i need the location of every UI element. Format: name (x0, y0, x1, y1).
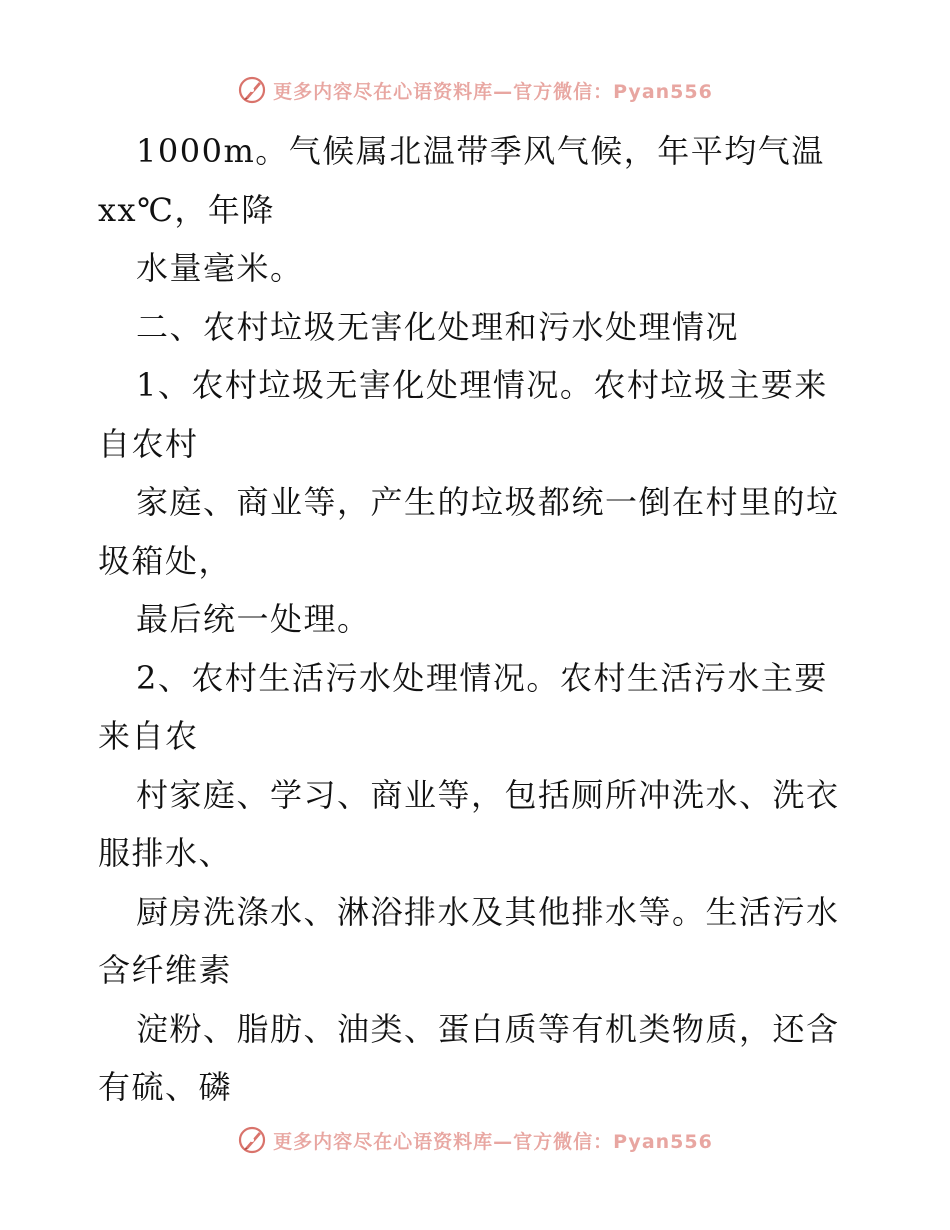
text-line: xx℃，年降 (98, 190, 275, 229)
text-line: 来自农 (98, 717, 199, 755)
text-line: 淀粉、脂肪、油类、蛋白质等有机类物质，还含 (136, 1009, 840, 1048)
text-line: 最后统一处理。 (136, 600, 371, 638)
footer-watermark-text: 更多内容尽在心语资料库—官方微信：Pyan556 (273, 1130, 713, 1153)
footer-watermark-banner (0, 1120, 950, 1160)
text-line: 有硫、磷 (98, 1068, 233, 1106)
text-line: 自农村 (98, 424, 199, 463)
document-body (98, 122, 878, 1117)
quill-pen-icon (237, 1125, 267, 1155)
quill-pen-icon (237, 75, 267, 105)
text-line: 2、农村生活污水处理情况。农村生活污水主要 (136, 658, 828, 697)
text-line: 家庭、商业等，产生的垃圾都统一倒在村里的垃 (136, 483, 840, 521)
header-watermark-text: 更多内容尽在心语资料库—官方微信：Pyan556 (273, 80, 713, 103)
text-line: 厨房洗涤水、淋浴排水及其他排水等。生活污水 (136, 892, 840, 931)
text-line: 1、农村垃圾无害化处理情况。农村垃圾主要来 (136, 366, 828, 404)
text-line: 1000m。气候属北温带季风气候，年平均气温 (136, 132, 825, 170)
section-heading: 二、农村垃圾无害化处理和污水处理情况 (136, 307, 740, 346)
text-line: 服排水、 (98, 834, 233, 872)
text-line: 村家庭、学习、商业等，包括厕所冲洗水、洗衣 (136, 775, 840, 814)
text-line: 圾箱处， (98, 541, 233, 580)
text-line: 水量毫米。 (136, 249, 304, 287)
text-line: 含纤维素 (98, 951, 233, 989)
header-watermark-banner (0, 70, 950, 110)
